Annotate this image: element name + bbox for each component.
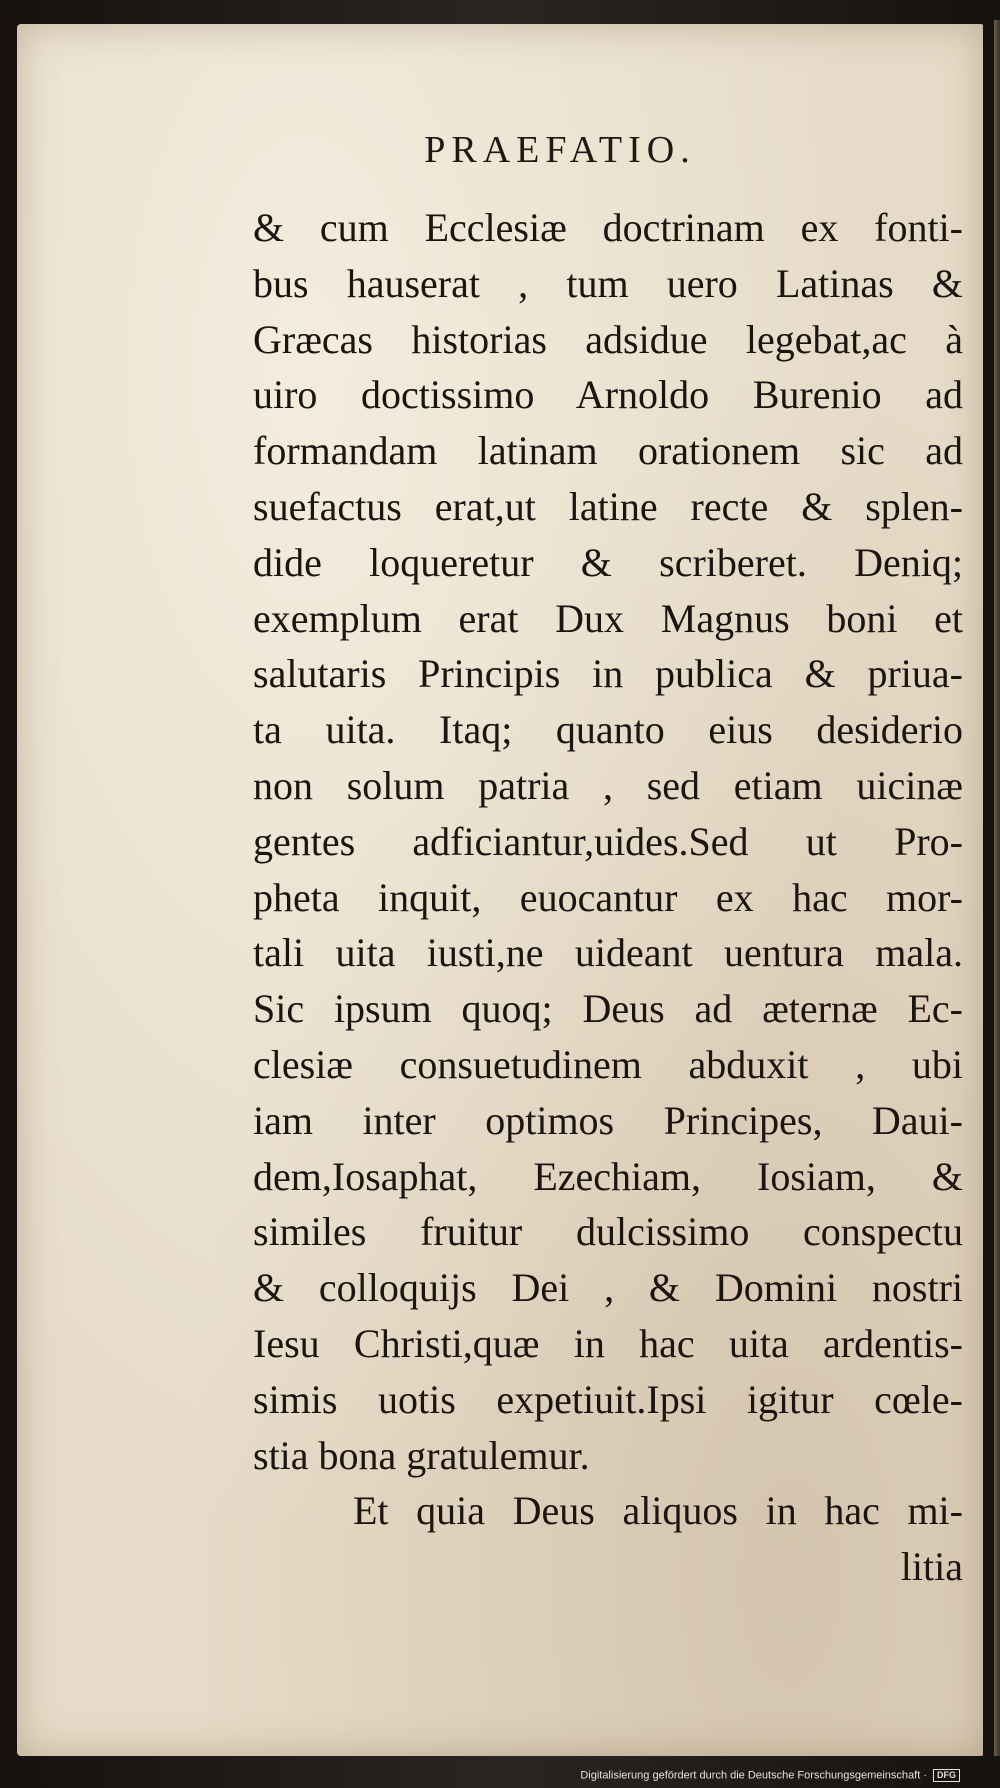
text-line: stia bona gratulemur. [253,1432,590,1478]
page-edge [994,20,1000,1756]
text-line: exemplum erat Dux Magnus boni et [253,595,963,641]
page-header: PRAEFATIO. [424,129,696,171]
text-line: similes fruitur dulcissimo conspectu [253,1209,963,1255]
text-line: simis uotis expetiuit.Ipsi igitur cœle- [253,1376,963,1422]
text-line: suefactus erat,ut latine recte & splen- [253,483,963,529]
body-text [253,200,963,1595]
text-line: Græcas historias adsidue legebat,ac à [253,316,963,362]
catchword: litia [900,1544,963,1590]
text-line: dem,Iosaphat, Ezechiam, Iosiam, & [253,1153,963,1199]
text-line: formandam latinam orationem sic ad [253,428,963,474]
digitization-credit [580,1769,960,1782]
dfg-logo: DFG [933,1769,960,1782]
text-line: & cum Ecclesiæ doctrinam ex fonti- [253,205,963,250]
text-line: dide loqueretur & scriberet. Deniq; [253,539,963,585]
text-line: Et quia Deus aliquos in hac mi- [353,1488,963,1534]
text-line: Sic ipsum quoq; Deus ad æternæ Ec- [253,986,963,1032]
text-line: tali uita iusti,ne uideant uentura mala. [253,930,963,976]
text-line: uiro doctissimo Arnoldo Burenio ad [253,372,963,418]
text-line: ta uita. Itaq; quanto eius desiderio [253,707,963,753]
credit-text: Digitalisierung gefördert durch die Deutsche Forschungsgemeinschaft · [580,1769,927,1782]
text-line: iam inter optimos Principes, Daui- [253,1097,963,1143]
text-line: gentes adficiantur,uides.Sed ut Pro- [253,818,963,864]
text-line: non solum patria , sed etiam uicinæ [253,762,963,808]
text-line: Iesu Christi,quæ in hac uita ardentis- [253,1320,963,1366]
text-line: & colloquijs Dei , & Domini nostri [253,1265,963,1311]
text-line: salutaris Principis in publica & priua- [253,651,963,697]
text-line: bus hauserat , tum uero Latinas & [253,260,963,306]
text-line: clesiæ consuetudinem abduxit , ubi [253,1041,963,1087]
text-line: pheta inquit, euocantur ex hac mor- [253,874,963,920]
